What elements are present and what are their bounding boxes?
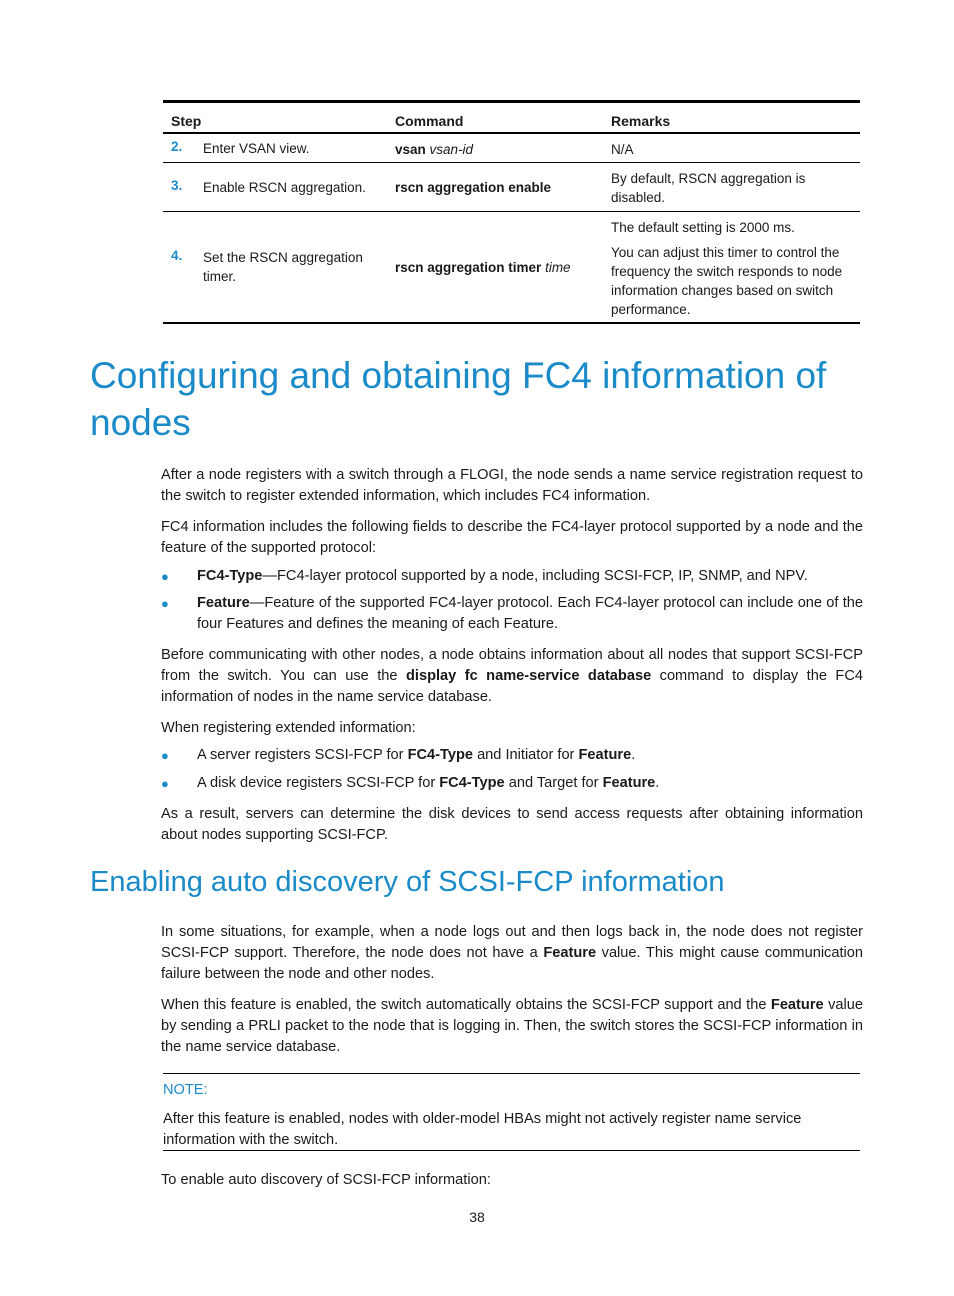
note-text: After this feature is enabled, nodes with older-model HBAs might not actively register name service information with the switch.	[163, 1111, 802, 1148]
remarks-text: You can adjust this timer to control the frequency the switch responds to node information changes based on switch performance.	[611, 245, 843, 317]
paragraph: FC4 information includes the following fields to describe the FC4-layer protocol supported by a node and the feature of the supported protocol:	[161, 519, 863, 556]
header-command: Command	[395, 113, 464, 129]
remarks-text: By default, RSCN aggregation is disabled.	[611, 171, 806, 205]
paragraph: After a node registers with a switch through a FLOGI, the node sends a name service registration request to the switch to register extended information, which includes FC4 information.	[161, 467, 863, 504]
bullet-icon: ●	[161, 776, 169, 791]
bullet-icon: ●	[161, 596, 169, 611]
command-text: rscn aggregation timer time	[395, 260, 571, 275]
paragraph: Before communicating with other nodes, a node obtains information about all nodes that support SCSI-FCP from the switch. You can use the display fc name-service database command to display the FC4 information of nodes in the name service database.	[161, 647, 863, 705]
command-text: rscn aggregation enable	[395, 180, 552, 195]
remarks-text: The default setting is 2000 ms.	[611, 220, 795, 235]
paragraph: When registering extended information:	[161, 720, 416, 736]
note-box	[163, 1073, 860, 1151]
header-step: Step	[171, 113, 202, 129]
paragraph: In some situations, for example, when a node logs out and then logs back in, the node does not register SCSI-FCP support. Therefore, the node does not have a Feature value. This might cause communication failure between the node and other nodes.	[161, 924, 864, 982]
step-text: Set the RSCN aggregation timer.	[203, 250, 363, 284]
header-remarks: Remarks	[611, 113, 671, 129]
step-number: 3.	[171, 178, 183, 193]
remarks-text: N/A	[611, 142, 634, 157]
table-row	[163, 134, 860, 163]
bullet-icon: ●	[161, 748, 169, 763]
note-label: NOTE:	[163, 1082, 208, 1098]
paragraph: When this feature is enabled, the switch automatically obtains the SCSI-FCP support and the Feature value by sending a PRLI packet to the node that is logging in. Then, the switch stores the SCSI-FCP information in the name service database.	[161, 997, 863, 1055]
page-number: 38	[469, 1209, 485, 1225]
table-row	[163, 212, 860, 322]
step-text: Enter VSAN view.	[203, 141, 310, 156]
step-number: 4.	[171, 248, 183, 263]
command-table	[163, 100, 860, 324]
table-row	[163, 163, 860, 212]
command-text: vsan vsan-id	[395, 142, 474, 157]
bullet-icon: ●	[161, 569, 169, 584]
step-number: 2.	[171, 139, 183, 154]
step-text: Enable RSCN aggregation.	[203, 180, 366, 195]
table-header	[163, 103, 860, 134]
paragraph: To enable auto discovery of SCSI-FCP information:	[161, 1172, 491, 1188]
subsection-title: Enabling auto discovery of SCSI-FCP information	[90, 866, 725, 898]
paragraph: As a result, servers can determine the disk devices to send access requests after obtaining information about nodes supporting SCSI-FCP.	[161, 806, 863, 843]
section-title: Configuring and obtaining FC4 information of nodes	[90, 355, 827, 443]
command-keyword: display fc name-service database	[405, 668, 652, 684]
